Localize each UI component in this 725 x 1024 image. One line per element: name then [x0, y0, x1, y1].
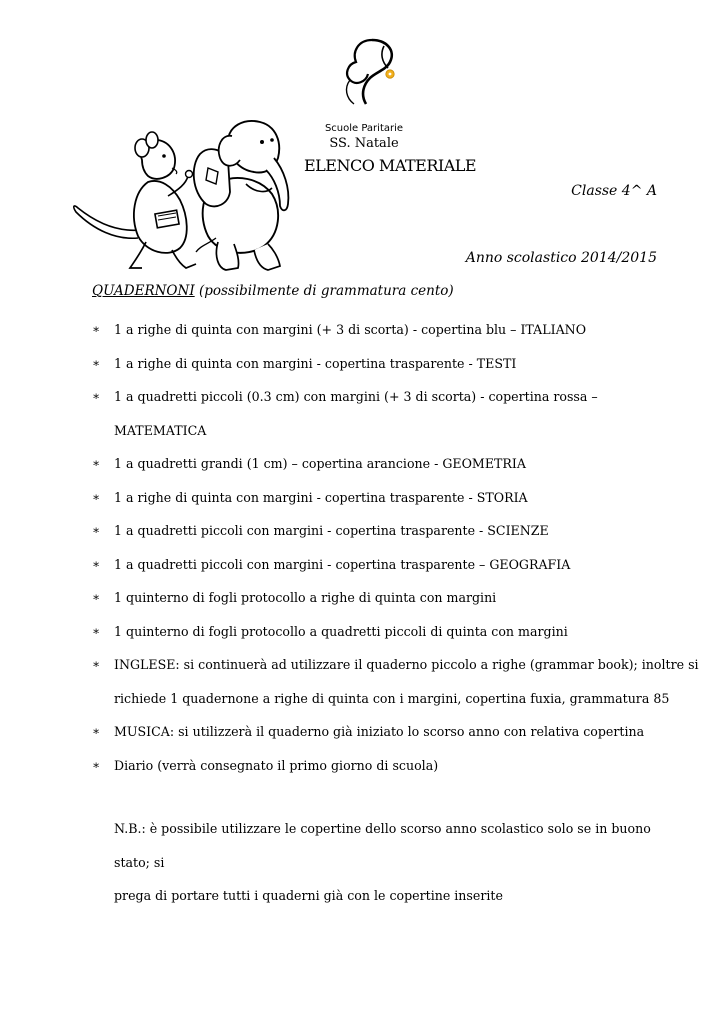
list-item — [92, 749, 692, 783]
list-item — [92, 313, 692, 347]
section-heading — [92, 283, 454, 299]
school-year-label: Anno scolastico 2014/2015 — [465, 250, 657, 266]
footnote-line: N.B.: è possibile utilizzare le copertine dello scorso anno scolastico solo se in buono stato; si — [114, 821, 651, 870]
bullet-icon: ∗ — [92, 322, 101, 336]
bullet-icon: ∗ — [92, 590, 101, 604]
bullet-icon: ∗ — [92, 556, 101, 571]
logo-text-line1: Scuole Paritarie — [324, 123, 404, 134]
list-item — [92, 715, 692, 749]
list-item-text: 1 quinterno di fogli protocollo a righe di quinta con margini — [114, 590, 497, 605]
bullet-icon: ∗ — [92, 489, 101, 504]
mouse-and-elephant-illustration — [68, 112, 308, 282]
list-item — [92, 648, 699, 682]
list-item-continuation — [92, 682, 692, 716]
bullet-icon: ∗ — [92, 623, 101, 638]
bullet-icon: ∗ — [92, 355, 101, 370]
document-title: ELENCO MATERIALE — [304, 156, 477, 175]
mouse-tail — [74, 206, 140, 238]
logo-text-line2: SS. Natale — [329, 136, 399, 151]
list-item-text: 1 a quadretti piccoli con margini - copertina trasparente - SCIENZE — [114, 523, 549, 538]
list-item-text: richiede 1 quadernone a righe di quinta con i margini, copertina fuxia, grammatura 85 — [114, 690, 670, 706]
list-item — [92, 581, 692, 615]
bullet-icon: ∗ — [92, 389, 101, 403]
list-item-text: 1 a quadretti piccoli con margini - copertina trasparente – GEOGRAFIA — [114, 556, 571, 572]
footnote-line: prega di portare tutti i quaderni già con le copertine inserite — [114, 888, 503, 903]
list-item-text: Diario (verrà consegnato il primo giorno di scuola) — [114, 757, 439, 773]
list-item-text: 1 a righe di quinta con margini (+ 3 di scorta) - copertina blu – ITALIANO — [114, 322, 587, 337]
list-item — [92, 514, 692, 548]
list-item-text: 1 a quadretti piccoli (0.3 cm) con margini (+ 3 di scorta) - copertina rossa – — [114, 389, 598, 404]
list-item-text: MUSICA: si utilizzerà il quaderno già iniziato lo scorso anno con relativa copertina — [114, 724, 645, 739]
bullet-icon: ∗ — [92, 757, 101, 772]
list-item — [92, 380, 692, 414]
list-item-text: MATEMATICA — [114, 422, 207, 438]
section-title: QUADERNONI — [92, 283, 195, 299]
section-note: (possibilmente di grammatura cento) — [198, 283, 454, 299]
bullet-icon: ∗ — [92, 523, 101, 537]
list-item-text: INGLESE: si continuerà ad utilizzare il quaderno piccolo a righe (grammar book); inoltre si — [114, 657, 699, 672]
list-item — [92, 347, 692, 381]
list-item — [92, 481, 692, 515]
bullet-icon: ∗ — [92, 456, 101, 470]
materials-list — [92, 313, 699, 782]
school-logo — [318, 30, 410, 151]
list-item — [92, 447, 692, 481]
list-item — [92, 615, 692, 649]
footnote — [114, 812, 674, 913]
class-label: Classe 4^ A — [571, 183, 657, 199]
list-item-text: 1 a righe di quinta con margini - copertina trasparente - TESTI — [114, 355, 517, 371]
mouse-ear-right — [146, 132, 158, 148]
list-item-text: 1 quinterno di fogli protocollo a quadretti piccoli di quinta con margini — [114, 623, 568, 639]
list-item-text: 1 a quadretti grandi (1 cm) – copertina arancione - GEOMETRIA — [114, 456, 526, 471]
logo-figure-icon — [330, 34, 400, 114]
list-item — [92, 548, 692, 582]
bullet-icon: ∗ — [92, 657, 101, 671]
list-item-continuation — [92, 414, 692, 448]
bullet-icon: ∗ — [92, 724, 101, 738]
list-item-text: 1 a righe di quinta con margini - copertina trasparente - STORIA — [114, 489, 528, 505]
